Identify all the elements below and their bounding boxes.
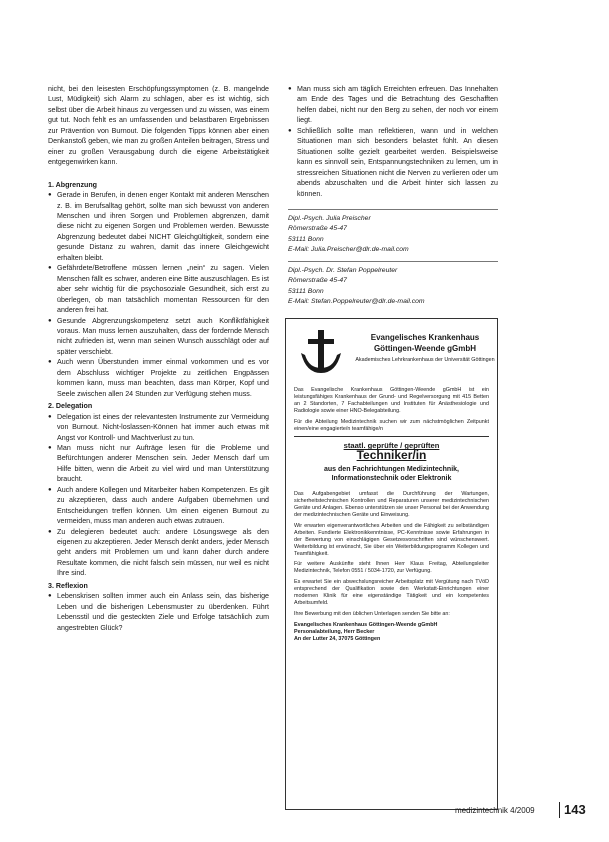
list-item: ● Gesunde Abgrenzungskompetenz setzt auch Konfliktfähigkeit voraus. Man muss lernen auszuhalten, dass der fordernde Mensch nicht zufrieden ist, wenn man seinen Wunsch ausschlägt oder auf später verschiebt. — [57, 316, 269, 358]
ad-paragraph: Für weitere Auskünfte steht Ihnen Herr Klaus Freitag, Abteilungsleiter Medizintechnik, Telefon 0551 / 5034-1720, zur Verfügung. — [294, 561, 489, 575]
ad-address-line: Evangelisches Krankenhaus Göttingen-Weende gGmbH — [294, 621, 438, 628]
contact-block — [288, 209, 498, 255]
ad-subtitle: Akademisches Lehrkrankenhaus der Universität Göttingen — [355, 357, 495, 363]
ad-organization: Evangelisches Krankenhaus Göttingen-Weende gGmbH — [370, 333, 480, 353]
section-1-list — [48, 190, 269, 399]
contact-city: 53111 Bonn — [288, 287, 324, 295]
ad-header — [286, 319, 497, 383]
list-item: ● Gerade in Berufen, in denen enger Kontakt mit anderen Menschen z. B. im Berufsalltag gehört, sollte man sich bewusst von anderen Menschen und ihren Sorgen und Problemen abgrenzen, damit diese nicht zu eigenen Sorgen und Problemen werden. Bewusste Abgrenzung bedeutet dabei NICHT Gleichgültigkeit, sondern eine gesunde Distanz zu wahren, damit das innere Gleichgewicht erhalten bleibt. — [57, 190, 269, 263]
ad-paragraph: Ihre Bewerbung mit den üblichen Unterlagen senden Sie bitte an: — [294, 610, 450, 617]
list-item: ● Zu delegieren bedeutet auch: andere Lösungswege als den eigenen zu akzeptieren. Jeder Mensch denkt anders, jeder Mensch geht anders mit Problemen um und kann daher durch andere Resultate kommen, die nicht falsch sein müssen, nur weil es nicht Ihre sind. — [57, 527, 269, 579]
job-advertisement — [285, 318, 498, 810]
ad-job-title: Techniker/in — [356, 448, 427, 463]
ad-qualification: staatl. geprüfte / geprüften — [343, 441, 440, 451]
ad-address-line: An der Lutter 24, 37075 Göttingen — [294, 635, 381, 642]
list-item: ● Delegation ist eines der relevantesten Instrumente zur Vermeidung von Burnout. Nicht-loslassen-Können hat immer auch etwas mit Angst vor Kontroll- und Machtverlust zu tun. — [57, 412, 269, 443]
list-item: ● Lebenskrisen sollten immer auch ein Anlass sein, das bisherige Leben und die bisherigen Lebensmuster zu überdenken. Führt Lebensstil und die gesteckten Ziele und Erfolge tatsächlich zum angestrebten Glück? — [57, 591, 269, 633]
ad-body — [286, 383, 497, 642]
section-1-heading: 1. Abgrenzung — [48, 180, 97, 189]
list-item: ● Man muss nicht nur Aufträge lesen für die Probleme und Befürchtungen anderer Menschen sein. Jeder Mensch darf um Hilfe bitten, wenn die Arbeit zu viel wird und man Unterstützung braucht. — [57, 443, 269, 485]
list-item: ● Schließlich sollte man reflektieren, wann und in welchen Situationen man sich besonders belastet fühlt. An diesen Situationen sollte gezielt gearbeitet werden. Beispielsweise kann es sinnvoll sein, Entspannungstechniken zu lernen, um in stressreichen Situationen nicht die Nerven zu verlieren oder um abends abzuschalten und die Arbeit hinter sich lassen zu können. — [297, 126, 498, 199]
list-item: ● Auch andere Kollegen und Mitarbeiter haben Kompetenzen. Es gilt zu akzeptieren, dass auch andere Aufgaben übernehmen und Entscheidungen treffen können. Um einen eigenen Burnout zu vermeiden, muss man anderen auch etwas zutrauen. — [57, 485, 269, 527]
intro-paragraph: nicht, bei den leisesten Erschöpfungssymptomen (z. B. mangelnde Lust, Müdigkeit) sich Alarm zu schlagen, aber es ist wichtig, sich selbst über die Arbeit hinaus zu vergessen und zu wissen, was einem gut tut. Noch fehlt es an umfassenden und belastbaren Ergebnissen zur Prävention von Burnout. Die folgenden Tipps können aber einen Denkanstoß geben, wie man zu großen Anteilen beitragen, Stress und einer zu großen Verausgabung durch die eigene Arbeitstätigkeit entgegenwirken kann. — [48, 85, 269, 167]
list-item: ● Man muss sich am täglich Erreichten erfreuen. Das Innehalten am Ende des Tages und die Betrachtung des Geschafften helfen dabei, nicht nur den Berg zu sehen, der noch vor einem liegt. — [297, 84, 498, 126]
section-2-list — [48, 412, 269, 579]
ad-paragraph: Es erwartet Sie ein abwechslungsreicher Arbeitsplatz mit Vergütung nach TVöD entsprechend der Qualifikation sowie den Werkstatt-Einrichtungen einer modernen Klinik für eine eigenständige Tätigkeit und ein kompetentes Arbeitsumfeld. — [294, 579, 489, 606]
contact-street: Römerstraße 45-47 — [288, 225, 347, 233]
ad-fields: aus den Fachrichtungen Medizintechnik, Informationstechnik oder Elektronik — [324, 466, 459, 483]
ad-divider — [294, 436, 489, 437]
journal-footer: medizintechnik 4/2009 — [455, 806, 535, 815]
list-item: ● Gefährdete/Betroffene müssen lernen „nein“ zu sagen. Vielen Menschen fällt es schwer, anderen eine Bitte auszuschlagen. Es ist aber sehr wichtig für die psychosoziale Gesundheit, sich erst zu überlegen, ob man tatsächlich momentan Ressourcen für den anderen frei hat. — [57, 263, 269, 315]
ad-paragraph: Das Aufgabengebiet umfasst die Durchführung der Wartungen, sicherheitstechnischen Kontrollen und Reparaturen unserer medizintechnischen Geräte und Anlagen. Ebenso unterstützen sie unser Personal bei der Anwendung der medizintechnischen Geräte und Einweisung. — [294, 491, 489, 518]
left-column — [48, 84, 269, 633]
contact-email[interactable]: E-Mail: Julia.Preischer@dlr.de-mail.com — [288, 245, 409, 253]
cross-anchor-logo-icon — [296, 327, 346, 377]
right-column — [288, 84, 498, 307]
contact-block — [288, 261, 498, 307]
section-3-list — [48, 591, 269, 633]
ad-address-line: Personalabteilung, Herr Becker — [294, 628, 375, 635]
ad-department-search: Für die Abteilung Medizintechnik suchen wir zum nächstmöglichen Zeitpunkt einen/eine engagierte/n teamfähige/n — [294, 418, 489, 432]
reflection-list — [288, 84, 498, 199]
page-number: 143 — [559, 802, 586, 818]
contact-street: Römerstraße 45-47 — [288, 277, 347, 285]
section-3-heading: 3. Reflexion — [48, 581, 88, 590]
contact-name: Dipl.-Psych. Dr. Stefan Poppelreuter — [288, 267, 398, 275]
contact-email[interactable]: E-Mail: Stefan.Poppelreuter@dlr.de-mail.com — [288, 298, 425, 306]
section-2-heading: 2. Delegation — [48, 402, 93, 411]
ad-intro: Das Evangelische Krankenhaus Göttingen-Weende gGmbH ist ein leistungsfähiges Krankenhaus der Grund- und Regelversorgung mit 415 Betten an 2 Standorten, 7 Fachabteilungen und Instituten für Anästhesiologie und Radiologie sowie einer HNO-Belegabteilung. — [294, 387, 489, 414]
list-item: ● Auch wenn Überstunden immer einmal vorkommen und es vor dem Abschluss wichtiger Projekte zu zeitlichen Engpässen kommen kann, muss man beachten, dass man Körper, Kopf und Seele zwischen allen 24 Stunden zur Verfügung stehen muss. — [57, 357, 269, 399]
ad-paragraph: Wir erwarten eigenverantwortliches Arbeiten und die Fähigkeit zu selbständigen Arbeiten. Fundierte Elektronikkenntnisse, PC-Kenntnisse sowie Erfahrungen in der Bewertung von einschlägigen Gesetzesvorschriften sind wünschenswert. Weiterbildung ist erwünscht, Sie über ein Weiterbildungsprogramm Kollegen und Teamfähigkeit. — [294, 522, 489, 557]
contact-name: Dipl.-Psych. Julia Preischer — [288, 214, 371, 222]
contact-city: 53111 Bonn — [288, 235, 324, 243]
